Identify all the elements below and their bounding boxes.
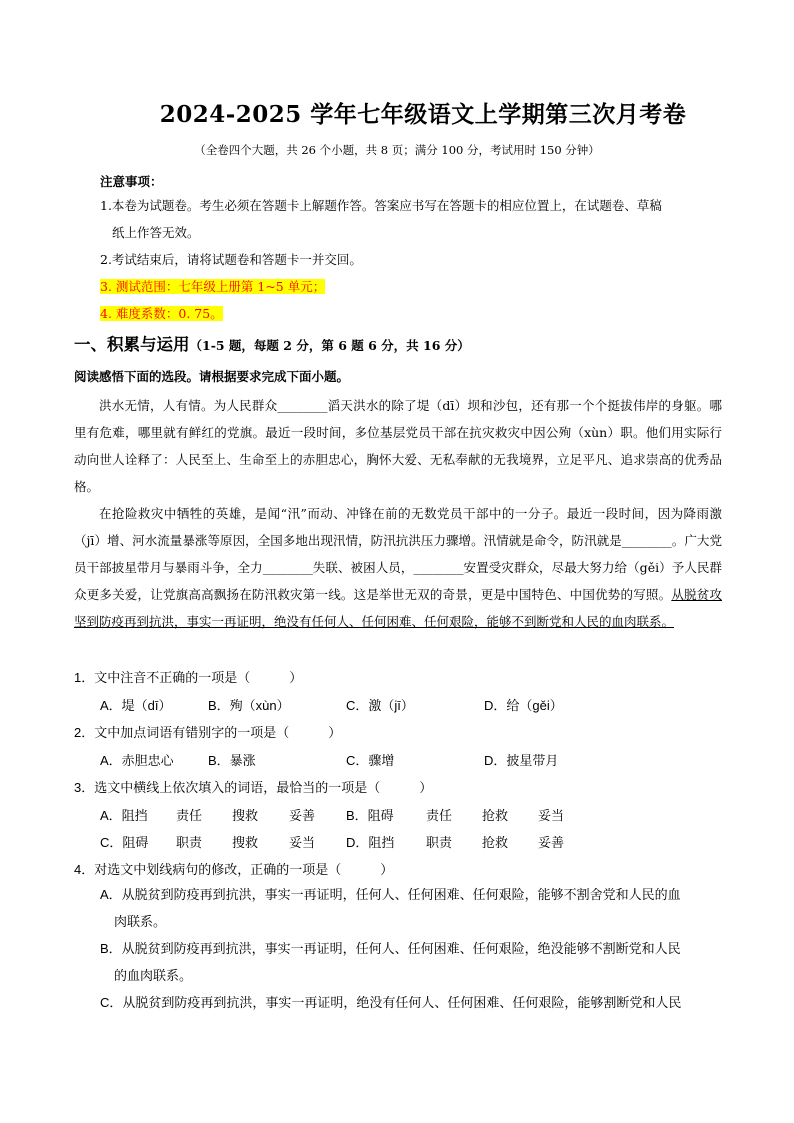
note-1 bbox=[100, 192, 722, 246]
q3-option-d[interactable]: D．阻挡 bbox=[346, 835, 395, 850]
q4-option-a[interactable]: A．从脱贫到防疫再到抗洪，事实一再证明，任何人、任何困难、任何艰险，能够不割舍党和人民的血 bbox=[100, 887, 681, 902]
q4-option-a-cont: 肉联系。 bbox=[114, 914, 167, 929]
q1-option-b[interactable]: B．殉（xùn） bbox=[208, 698, 290, 713]
q1-option-d[interactable]: D．给（gěi） bbox=[484, 698, 563, 713]
note-3-highlight: 3. 测试范围：七年级上册第 1~5 单元； bbox=[100, 279, 326, 294]
q4-option-b[interactable]: B．从脱贫到防疫再到抗洪，事实一再证明，任何人、任何困难、任何艰险，绝没能够不割断党和人民 bbox=[100, 941, 681, 956]
passage-paragraph-2-main: 在抢险救灾中牺牲的英雄，是闻“汛”而动、冲锋在前的无数党员干部中的一分子。最近一段时间，因为降雨激（jī）增、河水流量暴涨等原因，全国多地出现汛情，防汛抗洪压力骤增。汛情就是命令，防汛就是________。广大党员干部披星带月与暴雨斗争，全力________失联、被困人员，________安置受灾群众，尽最大努力给（gěi）予人民群众更多关爱，让党旗高高飘扬在防汛救灾第一线。这是举世无双的奇景，更是中国特色、中国优势的写照。 bbox=[74, 506, 722, 602]
q4-option-b-cont: 的血肉联系。 bbox=[114, 968, 193, 983]
q3-option-c-word-3: 搜救 bbox=[232, 835, 259, 850]
q3-option-a-word-4: 妥善 bbox=[289, 808, 316, 823]
section-1-heading bbox=[74, 331, 470, 355]
reading-instruction: 阅读感悟下面的选段。请根据要求完成下面小题。 bbox=[74, 369, 350, 384]
question-4-stem: 4．对选文中划线病句的修改，正确的一项是（ ） bbox=[74, 862, 394, 877]
q3-option-b[interactable]: B．阻碍 bbox=[346, 808, 394, 823]
q3-option-d-word-3: 抢救 bbox=[482, 835, 509, 850]
q3-option-c-word-4: 妥当 bbox=[289, 835, 316, 850]
q3-option-a-word-3: 搜救 bbox=[232, 808, 259, 823]
q3-option-a-word-2: 责任 bbox=[176, 808, 203, 823]
q1-option-a[interactable]: A．堤（dī） bbox=[100, 698, 172, 713]
q3-option-d-word-2: 职责 bbox=[426, 835, 453, 850]
section-1-title: 一、积累与运用 bbox=[74, 335, 190, 354]
q3-option-c-word-2: 职责 bbox=[176, 835, 203, 850]
question-4-options bbox=[100, 881, 722, 1016]
passage-paragraph-2 bbox=[74, 500, 722, 635]
question-1-stem: 1．文中注音不正确的一项是（ ） bbox=[74, 670, 303, 685]
q1-option-c[interactable]: C．激（jī） bbox=[346, 698, 414, 713]
exam-subtitle: （全卷四个大题，共 26 个小题，共 8 页；满分 100 分，考试用时 150 分钟） bbox=[194, 143, 600, 157]
q3-option-b-word-3: 抢救 bbox=[482, 808, 509, 823]
q2-option-d[interactable]: D．披星带月 bbox=[484, 753, 559, 768]
q3-option-b-word-2: 责任 bbox=[426, 808, 453, 823]
q3-option-a[interactable]: A．阻挡 bbox=[100, 808, 148, 823]
q2-option-a[interactable]: A．赤胆忠心 bbox=[100, 753, 174, 768]
notes-heading: 注意事项： bbox=[100, 174, 163, 189]
q4-option-c[interactable]: C．从脱贫到防疫再到抗洪，事实一再证明，绝没有任何人、任何困难、任何艰险，能够割断党和人民 bbox=[100, 995, 682, 1010]
note-2: 2.考试结束后，请将试题卷和答题卡一并交回。 bbox=[100, 252, 362, 267]
page-title: 2024-2025 学年七年级语文上学期第三次月考卷 bbox=[159, 101, 687, 128]
note-4-highlight: 4. 难度系数：0. 75。 bbox=[100, 306, 223, 321]
q3-option-d-word-4: 妥善 bbox=[538, 835, 565, 850]
question-2-stem: 2．文中加点词语有错别字的一项是（ ） bbox=[74, 725, 342, 740]
note-1-line-2: 纸上作答无效。 bbox=[112, 225, 200, 240]
underlined-sentence: 从脱贫攻坚到防疫再到抗洪，事实一再证明，绝没有任何人、任何困难、任何艰险，能够不到断党和人民的血肉联系。 bbox=[74, 587, 722, 629]
question-3-stem: 3．选文中横线上依次填入的词语，最恰当的一项是（ ） bbox=[74, 780, 433, 795]
passage-paragraph-1: 洪水无情，人有情。为人民群众________滔天洪水的除了堤（dī）坝和沙包，还有那一个个挺拔伟岸的身躯。哪里有危难，哪里就有鲜红的党旗。最近一段时间，多位基层党员干部在抗灾救灾中因公殉（xùn）职。他们用实际行动向世人诠释了：人民至上、生命至上的赤胆忠心，胸怀大爱、无私奉献的无我境界，立足平凡、追求崇高的优秀品格。 bbox=[74, 398, 722, 494]
section-1-score-note: （1-5 题，每题 2 分，第 6 题 6 分，共 16 分） bbox=[189, 338, 470, 353]
note-4 bbox=[100, 300, 722, 327]
note-1-line-1: 1.本卷为试题卷。考生必须在答题卡上解题作答。答案应书写在答题卡的相应位置上，在试题卷、草稿 bbox=[100, 198, 662, 213]
q3-option-b-word-4: 妥当 bbox=[538, 808, 565, 823]
q3-option-c[interactable]: C．阻碍 bbox=[100, 835, 149, 850]
note-3 bbox=[100, 273, 722, 300]
q2-option-b[interactable]: B．暴涨 bbox=[208, 753, 256, 768]
q2-option-c[interactable]: C．骤增 bbox=[346, 753, 395, 768]
